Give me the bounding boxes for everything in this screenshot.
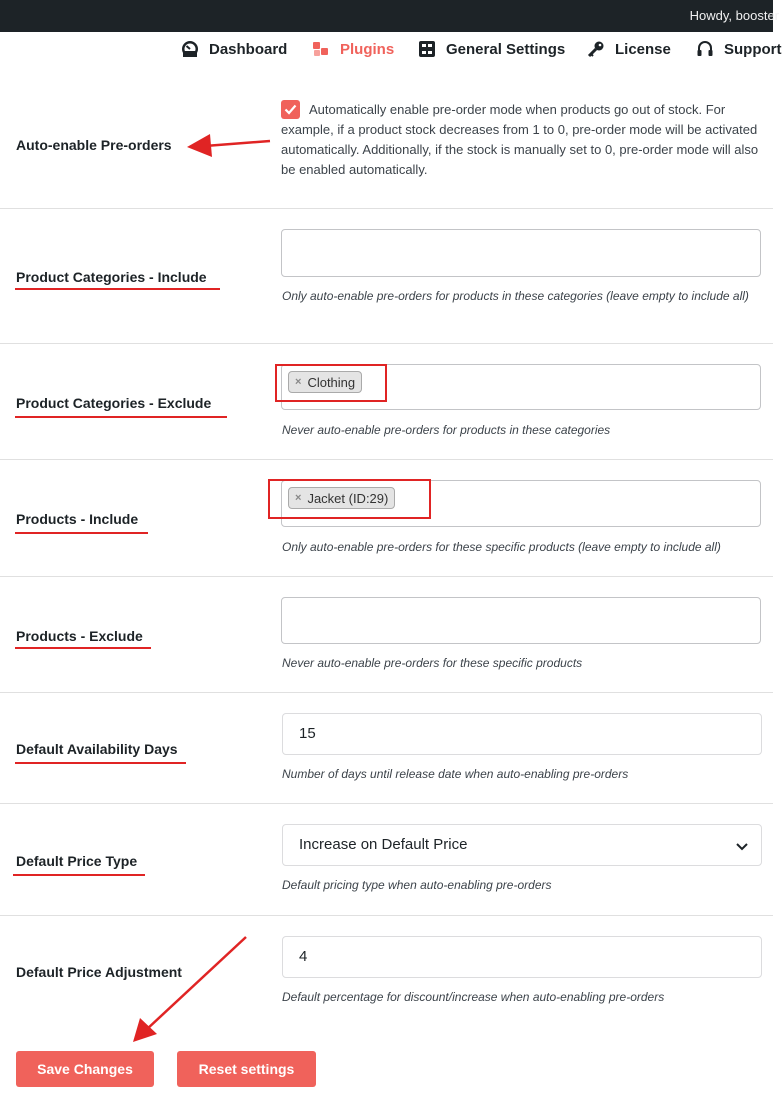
prod-exclude-select[interactable] — [281, 597, 761, 644]
remove-tag-icon[interactable]: × — [295, 376, 302, 388]
cat-include-label: Product Categories - Include — [16, 269, 207, 285]
avail-days-description: Number of days until release date when auto-enabling pre-orders — [282, 767, 629, 781]
nav-support-label: Support — [724, 40, 782, 58]
nav-general-settings-label: General Settings — [446, 40, 566, 58]
nav-license-label: License — [615, 40, 671, 58]
annotation-highlight-box — [275, 364, 387, 402]
prod-include-label: Products - Include — [16, 511, 139, 527]
price-adjust-label: Default Price Adjustment — [16, 964, 182, 980]
admin-bar — [0, 0, 779, 32]
annotation-underline — [15, 416, 227, 418]
nav-general-settings[interactable] — [418, 40, 565, 58]
avail-days-input[interactable] — [282, 713, 762, 755]
prod-exclude-description: Never auto-enable pre-orders for these specific products — [282, 656, 583, 670]
arrow-to-save-button — [133, 937, 246, 1042]
nav-support[interactable] — [696, 40, 782, 58]
settings-sliders-icon — [418, 40, 436, 58]
annotation-highlight-box — [268, 479, 431, 519]
annotation-underline — [15, 532, 148, 534]
price-type-value: Increase on Default Price — [299, 836, 468, 853]
cat-include-description: Only auto-enable pre-orders for products in these categories (leave empty to include all) — [282, 289, 749, 303]
price-adjust-description: Default percentage for discount/increase when auto-enabling pre-orders — [282, 990, 665, 1004]
reset-settings-button[interactable]: Reset settings — [177, 1051, 316, 1087]
remove-tag-icon[interactable]: × — [295, 492, 302, 504]
price-type-description: Default pricing type when auto-enabling pre-orders — [282, 878, 552, 892]
plugin-nav — [0, 32, 782, 68]
annotation-underline — [15, 647, 151, 649]
save-changes-button[interactable]: Save Changes — [16, 1051, 154, 1087]
cat-include-select[interactable] — [281, 229, 761, 277]
price-type-select[interactable] — [282, 824, 762, 866]
price-adjust-input[interactable] — [282, 936, 762, 978]
avail-days-value: 15 — [299, 725, 316, 742]
prod-exclude-label: Products - Exclude — [16, 628, 143, 644]
plugins-cubes-icon — [312, 40, 330, 58]
prod-include-description: Only auto-enable pre-orders for these specific products (leave empty to include all) — [282, 540, 721, 554]
nav-dashboard[interactable] — [181, 40, 287, 58]
cat-exclude-label: Product Categories - Exclude — [16, 395, 212, 411]
nav-plugins-label: Plugins — [340, 40, 395, 58]
key-icon — [587, 40, 605, 58]
tag-label: Clothing — [307, 374, 356, 390]
auto-enable-label: Auto-enable Pre-orders — [16, 137, 172, 153]
tag-label: Jacket (ID:29) — [307, 490, 389, 506]
auto-enable-description: Automatically enable pre-order mode when products go out of stock. For example, if a product stock decreases from 1 to 0, pre-order mode will be activated automatically. Additionally, if the stock is manually set to 0, pre-order mode will also be enabled automatically. — [281, 102, 759, 177]
howdy-greeting[interactable]: Howdy, booster — [689, 8, 779, 23]
cat-exclude-description: Never auto-enable pre-orders for products in these categories — [282, 423, 611, 437]
price-type-label: Default Price Type — [16, 853, 138, 869]
dashboard-gauge-icon — [181, 40, 199, 58]
annotation-underline — [15, 762, 186, 764]
chevron-down-icon — [735, 839, 749, 853]
nav-plugins[interactable] — [312, 40, 394, 58]
headset-icon — [696, 40, 714, 58]
annotation-underline — [15, 288, 220, 290]
price-adjust-value: 4 — [299, 948, 308, 965]
annotation-underline — [13, 874, 145, 876]
nav-dashboard-label: Dashboard — [209, 40, 288, 58]
avail-days-label: Default Availability Days — [16, 741, 178, 757]
nav-license[interactable] — [587, 40, 671, 58]
